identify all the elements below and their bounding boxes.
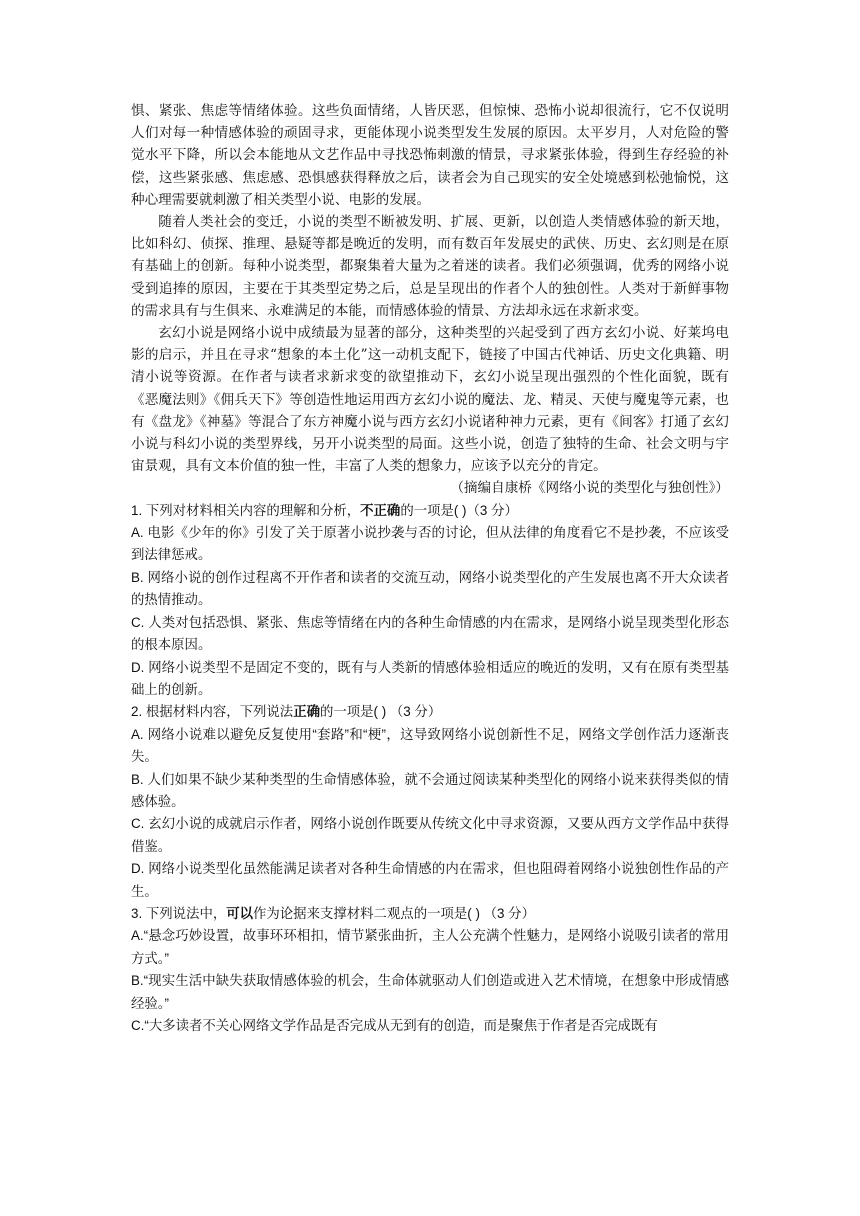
option-b: B. 网络小说的创作过程离不开作者和读者的交流互动，网络小说类型化的产生发展也离不开大众读者的热情推动。 [131, 569, 729, 608]
option-c: C. 玄幻小说的成就启示作者，网络小说创作既要从传统文化中寻求资源，又要从西方文学作品中获得借鉴。 [131, 816, 729, 854]
option-d: D. 网络小说类型不是固定不变的，既有与人类新的情感体验相适应的晚近的发明，又有在原有类型基础上的创新。 [131, 659, 729, 697]
option-a: A. 电影《少年的你》引发了关于原著小说抄袭与否的讨论，但从法律的角度看它不是抄袭，不应该受到法律惩戒。 [131, 525, 729, 563]
stem-text: 3. 下列说法中， [131, 905, 227, 921]
option-b: B.“现实生活中缺失获取情感体验的机会，生命体就驱动人们创造或进入艺术情境，在想象中形成情感经验。” [131, 973, 729, 1011]
question-stem [131, 903, 729, 925]
question-stem [131, 701, 729, 723]
stem-text-end: 作为论据来支撑材料二观点的一项是( ) （3 分） [253, 905, 535, 921]
stem-emphasis: 可以 [226, 905, 254, 921]
stem-text: 1. 下列对材料相关内容的理解和分析， [131, 502, 361, 518]
stem-emphasis: 不正确 [360, 502, 401, 518]
passage-paragraph-3: 玄幻小说是网络小说中成绩最为显著的部分，这种类型的兴起受到了西方玄幻小说、好莱坞电影的启示，并且在寻求“想象的本土化”这一动机支配下，链接了中国古代神话、历史文化典籍、明清小说等资源。在作者与读者求新求变的欲望推动下，玄幻小说呈现出强烈的个性化面貌，既有《恶魔法则》《佣兵天下》等创造性地运用西方玄幻小说的魔法、龙、精灵、天使与魔鬼等元素，也有《盘龙》《神墓》等混合了东方神魔小说与西方玄幻小说诸种神力元素，更有《间客》打通了玄幻小说与科幻小说的类型界线，另开小说类型的局面。这些小说，创造了独特的生命、社会文明与宇宙景观，具有文本价值的独一性，丰富了人类的想象力，应该予以充分的肯定。 [131, 325, 729, 475]
option-c: C. 人类对包括恐惧、紧张、焦虑等情绪在内的各种生命情感的内在需求，是网络小说呈现类型化形态的根本原因。 [131, 614, 729, 653]
passage-paragraph-2: 随着人类社会的变迁，小说的类型不断被发明、扩展、更新，以创造人类情感体验的新天地，比如科幻、侦探、推理、悬疑等都是晚近的发明，而有数百年发展史的武侠、历史、玄幻则是在原有基础上的创新。每种小说类型，都聚集着大量为之着迷的读者。我们必须强调，优秀的网络小说受到追捧的原因，主要在于其类型定势之后，总是呈现出的作者个人的独创性。人类对于新鲜事物的需求具有与生俱来、永难满足的本能，而情感体验的情景、方法却永远在求新求变。 [131, 214, 729, 319]
question-1 [131, 500, 729, 702]
stem-text-end: 的一项是( )（3 分） [400, 502, 518, 518]
stem-emphasis: 正确 [293, 704, 320, 720]
source-citation: （摘编自康桥《网络小说的类型化与独创性》） [450, 480, 729, 497]
question-stem [131, 500, 729, 522]
option-a: A. 网络小说难以避免反复使用“套路”和“梗”，这导致网络小说创新性不足，网络文学创作活力逐渐丧失。 [131, 726, 729, 765]
stem-text-end: 的一项是( ) （3 分） [319, 704, 442, 720]
passage-paragraph-1: 惧、紧张、焦虑等情绪体验。这些负面情绪，人皆厌恶，但惊悚、恐怖小说却很流行，它不仅说明人们对每一种情感体验的顽固寻求，更能体现小说类型发生发展的原因。太平岁月，人对危险的警觉水平下降，所以会本能地从文艺作品中寻找恐怖刺激的情景，寻求紧张体验，得到生存经验的补偿，这些紧张感、焦虑感、恐惧感获得释放之后，读者会为自己现实的安全处境感到松弛愉悦，这种心理需要就刺激了相关类型小说、电影的发展。 [131, 103, 729, 208]
option-a: A.“悬念巧妙设置，故事环环相扣，情节紧张曲折，主人公充满个性魅力，是网络小说吸引读者的常用方式。” [131, 928, 729, 966]
question-3 [131, 903, 729, 1037]
option-b: B. 人们如果不缺少某种类型的生命情感体验，就不会通过阅读某种类型化的网络小说来获得类似的情感体验。 [131, 771, 729, 809]
stem-text: 2. 根据材料内容，下列说法 [131, 704, 294, 720]
option-d: D. 网络小说类型化虽然能满足读者对各种生命情感的内在需求，但也阻碍着网络小说独创性作品的产生。 [131, 861, 729, 899]
exam-page [131, 100, 729, 1037]
option-c: C.“大多读者不关心网络文学作品是否完成从无到有的创造，而是聚焦于作者是否完成既有 [131, 1018, 658, 1033]
question-2 [131, 701, 729, 903]
